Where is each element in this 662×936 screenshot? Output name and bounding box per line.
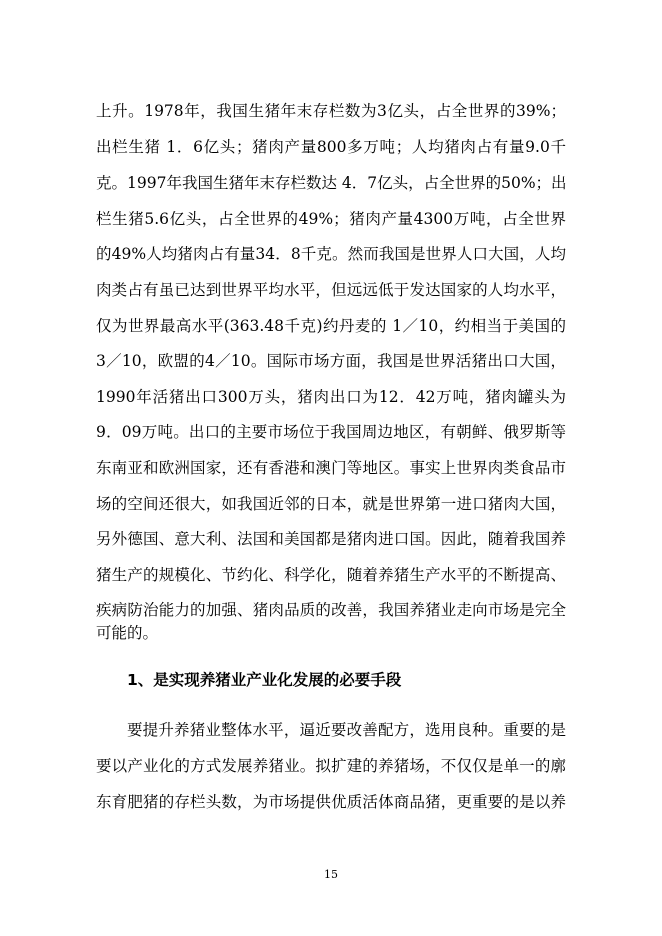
paragraph-line: 东育肥猪的存栏头数，为市场提供优质活体商品猪，更重要的是以养	[96, 793, 566, 811]
paragraph-line: 疾病防治能力的加强、猪肉品质的改善，我国养猪业走向市场是完全	[96, 601, 566, 619]
page-number: 15	[324, 868, 338, 881]
paragraph-line: 东南亚和欧洲国家，还有香港和澳门等地区。事实上世界肉类食品市	[96, 459, 566, 477]
section-heading: 1、是实现养猪业产业化发展的必要手段	[127, 671, 402, 689]
paragraph-line: 可能的。	[96, 624, 159, 642]
paragraph-line: 另外德国、意大利、法国和美国都是猪肉进口国。因此，随着我国养	[96, 530, 566, 548]
paragraph-line: 要以产业化的方式发展养猪业。拟扩建的养猪场，不仅仅是单一的廓	[96, 757, 566, 775]
paragraph-line: 1990年活猪出口300万头，猪肉出口为12．42万吨，猪肉罐头为	[96, 388, 566, 406]
paragraph-line: 要提升养猪业整体水平，逼近要改善配方，选用良种。重要的是	[127, 721, 566, 739]
paragraph-line: 的49%人均猪肉占有量34．8千克。然而我国是世界人口大国，人均	[96, 245, 566, 263]
paragraph-line: 9．09万吨。出口的主要市场位于我国周边地区，有朝鲜、俄罗斯等	[96, 423, 566, 441]
paragraph-line: 肉类占有虽已达到世界平均水平，但远远低于发达国家的人均水平，	[96, 281, 566, 299]
paragraph-line: 3／10，欧盟的4／10。国际市场方面，我国是世界活猪出口大国，	[96, 352, 566, 370]
paragraph-line: 克。1997年我国生猪年末存栏数达 4．7亿头，占全世界的50%；出	[96, 174, 567, 192]
paragraph-line: 栏生猪5.6亿头，占全世界的49%；猪肉产量4300万吨，占全世界	[96, 210, 566, 228]
paragraph-line: 猪生产的规模化、节约化、科学化，随着养猪生产水平的不断提高、	[96, 566, 566, 584]
paragraph-line: 出栏生猪 1．6亿头；猪肉产量800多万吨；人均猪肉占有量9.0千	[96, 138, 566, 156]
paragraph-line: 仅为世界最高水平(363.48千克)约丹麦的 1／10，约相当于美国的	[96, 317, 566, 335]
paragraph-line: 场的空间还很大，如我国近邻的日本，就是世界第一进口猪肉大国，	[96, 495, 566, 513]
paragraph-line: 上升。1978年，我国生猪年末存栏数为3亿头，占全世界的39%；	[96, 102, 566, 120]
